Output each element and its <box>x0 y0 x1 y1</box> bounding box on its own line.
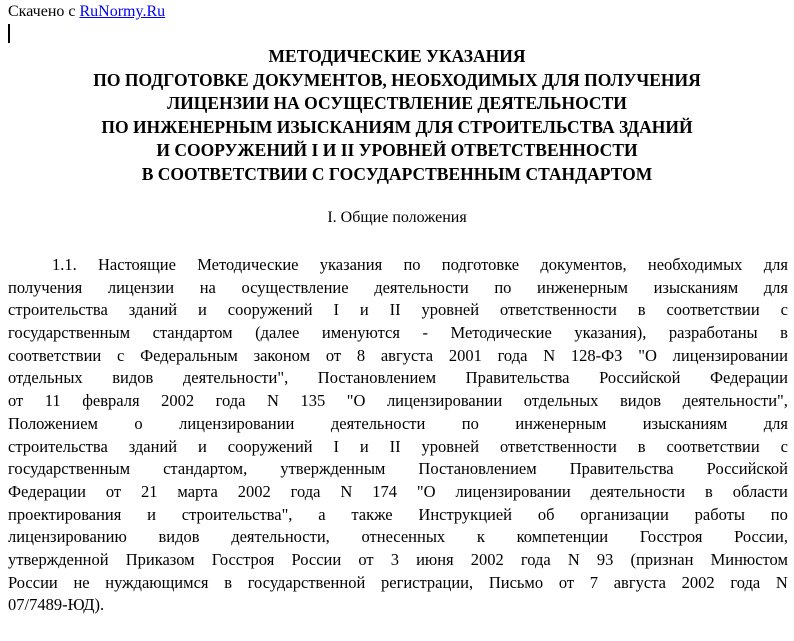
word: лицензировании <box>386 391 503 411</box>
word: 2002 <box>237 481 271 501</box>
word: нуждающимся <box>105 572 209 592</box>
source-line <box>8 3 165 21</box>
word: необходимых <box>647 255 743 274</box>
word: и <box>198 436 207 456</box>
word: 174 <box>372 481 397 501</box>
title-line: ЛИЦЕНЗИИ НА ОСУЩЕСТВЛЕНИЕ ДЕЯТЕЛЬНОСТИ <box>167 93 627 113</box>
word: Госстроя <box>211 549 275 569</box>
word: Российской <box>706 459 788 479</box>
word: по <box>770 504 788 524</box>
word: по <box>494 277 512 297</box>
paragraph-line <box>8 299 788 322</box>
word: 8 <box>356 345 366 365</box>
word: 3 <box>390 549 399 569</box>
word: к <box>476 527 485 547</box>
word: лицензировании <box>672 345 788 365</box>
paragraph-line <box>8 277 788 300</box>
word: отнесенных <box>361 527 446 547</box>
word: осуществление <box>241 277 349 297</box>
paragraph-line <box>8 254 788 277</box>
word: 2002 <box>470 549 504 569</box>
paragraph-line <box>8 367 788 390</box>
word: отдельных <box>523 391 599 411</box>
word: России <box>8 572 58 592</box>
word: II <box>389 300 401 320</box>
word: года <box>520 549 551 569</box>
word: в <box>705 481 713 501</box>
word: уровней <box>421 436 480 456</box>
word: в <box>780 323 788 343</box>
word: указания <box>319 255 383 274</box>
word: 2002 <box>161 391 195 411</box>
word: Российской <box>599 368 681 388</box>
word: ответственности <box>499 436 617 456</box>
word: о <box>134 413 143 433</box>
word: изысканиям <box>653 277 739 297</box>
word: деятельности <box>330 413 426 433</box>
word: Постановлением <box>418 459 537 479</box>
word: 2002 <box>681 572 715 592</box>
word: проектирования <box>8 504 122 524</box>
word: строительства <box>8 300 108 320</box>
word: августа <box>613 572 666 592</box>
word: видов <box>112 368 154 388</box>
word: Приказом <box>125 549 195 569</box>
word: Госстроя <box>639 527 703 547</box>
word: по <box>461 413 479 433</box>
word: Положением <box>8 413 98 433</box>
word: Настоящие <box>98 255 176 274</box>
paragraph-line <box>8 390 788 413</box>
word: инженерным <box>537 277 628 297</box>
word: России, <box>734 527 788 547</box>
word: с <box>780 300 788 320</box>
word: утвержденной <box>8 549 109 569</box>
word: года <box>215 391 246 411</box>
word: государственной <box>247 572 366 592</box>
word: соответствии <box>666 300 760 320</box>
paragraph-line <box>8 458 788 481</box>
word: государственным <box>8 459 131 479</box>
word: (признан <box>630 549 694 569</box>
word: июня <box>416 549 454 569</box>
word: "О <box>416 481 436 501</box>
word: подготовке <box>441 255 520 274</box>
word: строительства", <box>181 504 293 524</box>
word: видов <box>158 527 200 547</box>
word: для <box>763 277 788 297</box>
word: августа <box>380 345 434 365</box>
title-line: И СООРУЖЕНИЙ I И II УРОВНЕЙ ОТВЕТСТВЕННОСТИ <box>156 140 638 160</box>
paragraph-line <box>8 345 788 368</box>
word: года <box>497 345 528 365</box>
word: февраля <box>82 391 140 411</box>
word: Методические <box>197 255 299 274</box>
paragraph-line <box>8 322 788 345</box>
word: "О <box>638 345 657 365</box>
paragraph-line <box>8 504 788 527</box>
word: об <box>537 504 555 524</box>
section-title: I. Общие положения <box>327 209 467 226</box>
source-prefix: Скачено с <box>8 3 76 20</box>
word: 128-ФЗ <box>570 345 623 365</box>
paragraph-line <box>8 481 788 504</box>
word: Правительства <box>569 459 674 479</box>
paragraph-line <box>8 436 788 459</box>
word: в <box>637 436 646 456</box>
word: также <box>351 504 393 524</box>
word: области <box>732 481 788 501</box>
word: - <box>422 323 428 343</box>
word: I <box>333 436 340 456</box>
paragraph-1-1 <box>8 254 788 617</box>
word: 21 <box>141 481 158 501</box>
word: указания), <box>574 323 647 343</box>
word: по <box>403 255 421 274</box>
word: стандартом <box>152 323 233 343</box>
paragraph-line <box>8 572 788 595</box>
word: 135 <box>300 391 326 411</box>
word: разработаны <box>668 323 758 343</box>
document-title <box>0 45 794 186</box>
word: марта <box>177 481 218 501</box>
paragraph-line <box>8 526 788 549</box>
word: России <box>291 549 342 569</box>
word: с <box>117 345 125 365</box>
word: изысканиям <box>642 413 728 433</box>
paragraph-line <box>8 413 788 436</box>
word: в <box>637 300 646 320</box>
title-line: ПО ИНЖЕНЕРНЫМ ИЗЫСКАНИЯМ ДЛЯ СТРОИТЕЛЬСТВА ЗДАНИЙ <box>101 116 693 137</box>
word: в <box>224 572 232 592</box>
word: I <box>333 300 340 320</box>
word: 2001 <box>448 345 482 365</box>
word: от <box>325 345 342 365</box>
word: для <box>763 413 788 433</box>
word: получения <box>8 277 83 297</box>
text-cursor <box>8 24 10 43</box>
word: Федерации <box>709 368 788 388</box>
word: Правительства <box>465 368 570 388</box>
word: работы <box>694 504 745 524</box>
word: лицензировании <box>179 413 295 433</box>
word: 07/7489-ЮД). <box>8 595 105 615</box>
paragraph-line <box>8 594 788 617</box>
word: зданий <box>128 436 178 456</box>
word: Федерации <box>8 481 86 501</box>
word: не <box>73 572 90 592</box>
word: законом <box>253 345 311 365</box>
word: и <box>147 504 156 524</box>
word: и <box>198 300 207 320</box>
word: утвержденным <box>280 459 386 479</box>
word: от <box>558 572 575 592</box>
paragraph-line <box>8 549 788 572</box>
word: государственным <box>8 323 131 343</box>
word: деятельности", <box>182 368 289 388</box>
word: деятельности <box>374 277 469 297</box>
word: N <box>543 345 556 365</box>
word: Постановлением <box>317 368 437 388</box>
word: на <box>199 277 216 297</box>
word: II <box>389 436 401 456</box>
word: Методические <box>450 323 552 343</box>
word: лицензировании <box>455 481 571 501</box>
word: Минюстом <box>710 549 788 569</box>
word: Инструкцией <box>418 504 513 524</box>
word: N <box>267 391 279 411</box>
word: и <box>359 300 369 320</box>
word: N <box>775 572 788 592</box>
word: Письмо <box>488 572 544 592</box>
word: лицензии <box>107 277 175 297</box>
word: именуются <box>321 323 400 343</box>
word: 93 <box>596 549 614 569</box>
word: 11 <box>44 391 61 411</box>
word: лицензированию <box>8 527 127 547</box>
title-line: ПО ПОДГОТОВКЕ ДОКУМЕНТОВ, НЕОБХОДИМЫХ ДЛЯ ПОЛУЧЕНИЯ <box>93 69 701 90</box>
word: уровней <box>421 300 480 320</box>
word: N <box>340 481 353 501</box>
word: от <box>8 391 24 411</box>
word: года <box>730 572 761 592</box>
word: 7 <box>589 572 599 592</box>
word: с <box>780 436 788 456</box>
word: регистрации, <box>381 572 474 592</box>
word: ответственности <box>499 300 617 320</box>
word: от <box>358 549 374 569</box>
title-line: МЕТОДИЧЕСКИЕ УКАЗАНИЯ <box>268 46 526 66</box>
word: от <box>105 481 122 501</box>
word: зданий <box>128 300 178 320</box>
word: и <box>359 436 369 456</box>
word: видов <box>619 391 662 411</box>
word: соответствии <box>8 345 102 365</box>
word: деятельности", <box>682 391 788 411</box>
title-line: В СООТВЕТСТВИИ С ГОСУДАРСТВЕННЫМ СТАНДАРТОМ <box>141 163 653 184</box>
word: деятельности, <box>231 527 330 547</box>
word: для <box>763 255 788 274</box>
word: N <box>567 549 580 569</box>
word: сооружений <box>227 300 313 320</box>
word: соответствии <box>666 436 760 456</box>
source-link[interactable]: RuNormy.Ru <box>79 3 166 20</box>
word: 1.1. <box>52 255 77 274</box>
word: стандартом, <box>163 459 248 479</box>
word: организации <box>580 504 669 524</box>
word: (далее <box>255 323 300 343</box>
word: "О <box>346 391 366 411</box>
word: сооружений <box>227 436 313 456</box>
word: отдельных <box>8 368 83 388</box>
word: года <box>290 481 321 501</box>
word: инженерным <box>515 413 607 433</box>
word: документов, <box>540 255 627 274</box>
word: а <box>318 504 326 524</box>
word: Федеральным <box>140 345 238 365</box>
word: деятельности <box>590 481 686 501</box>
word: компетенции <box>516 527 609 547</box>
word: строительства <box>8 436 108 456</box>
